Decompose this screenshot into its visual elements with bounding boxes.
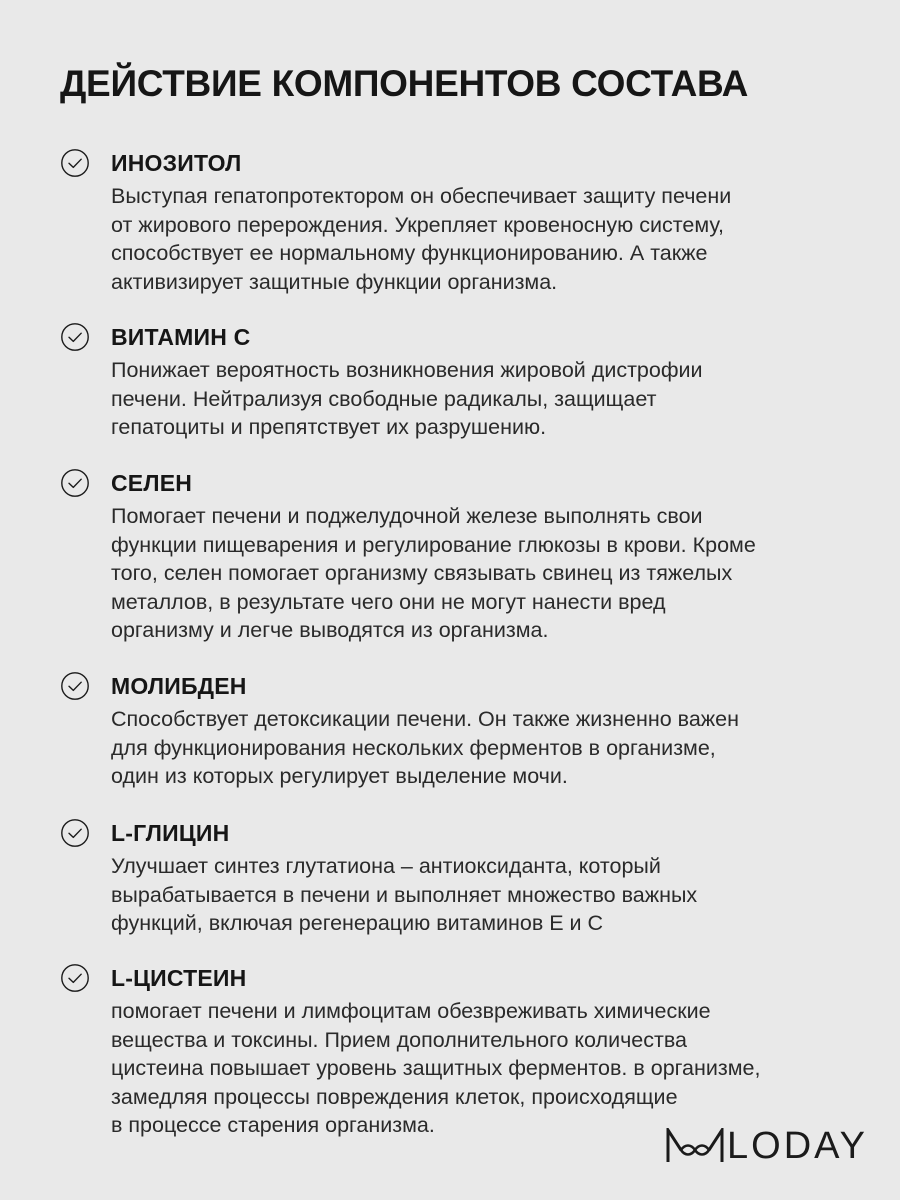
description-line: в процессе старения организма. bbox=[111, 1113, 435, 1137]
description-line: Способствует детоксикации печени. Он также жизненно важен bbox=[111, 707, 740, 731]
description-line: гепатоциты и препятствует их разрушению. bbox=[111, 415, 547, 439]
description-line: функции пищеварения и регулирование глюкозы в крови. Кроме bbox=[111, 532, 756, 557]
check-circle-icon bbox=[60, 148, 90, 178]
description-line: Выступая гепатопротектором он обеспечивает защиту печени bbox=[111, 184, 732, 208]
description-line: Помогает печени и поджелудочной железе выполнять свои bbox=[111, 504, 703, 528]
check-circle-icon bbox=[60, 818, 90, 848]
description-line: способствует ее нормальному функционированию. А также bbox=[111, 241, 708, 265]
brand-logo-text: LODAY bbox=[727, 1125, 869, 1167]
component-description bbox=[111, 997, 871, 1140]
description-line: для функционирования нескольких ферментов в организме, bbox=[111, 735, 716, 760]
component-description bbox=[111, 705, 871, 791]
description-line: активизирует защитные функции организма. bbox=[111, 269, 558, 294]
component-description bbox=[111, 182, 871, 296]
description-line: Улучшает синтез глутатиона – антиоксиданта, который bbox=[111, 854, 661, 878]
moloday-m-mark-icon bbox=[665, 1128, 725, 1164]
description-line: печени. Нейтрализуя свободные радикалы, защищает bbox=[111, 386, 657, 411]
description-line: замедляя процессы повреждения клеток, происходящие bbox=[111, 1084, 678, 1109]
component-heading: L-ГЛИЦИН bbox=[111, 820, 230, 846]
component-heading: ВИТАМИН С bbox=[111, 324, 251, 350]
description-line: металлов, в результате чего они не могут нанести вред bbox=[111, 589, 666, 614]
description-line: вырабатывается в печени и выполняет множество важных bbox=[111, 882, 698, 907]
component-heading: СЕЛЕН bbox=[111, 470, 193, 496]
component-heading: МОЛИБДЕН bbox=[111, 673, 247, 699]
check-circle-icon bbox=[60, 468, 90, 498]
description-line: один из которых регулирует выделение мочи. bbox=[111, 764, 568, 788]
description-line: вещества и токсины. Прием дополнительного количества bbox=[111, 1027, 687, 1052]
check-circle-icon bbox=[60, 322, 90, 352]
description-line: организму и легче выводятся из организма. bbox=[111, 618, 549, 642]
page-title: ДЕЙСТВИЕ КОМПОНЕНТОВ СОСТАВА bbox=[60, 63, 749, 104]
description-line: от жирового перерождения. Укрепляет кровеносную систему, bbox=[111, 212, 724, 237]
component-heading: ИНОЗИТОЛ bbox=[111, 150, 242, 176]
component-description bbox=[111, 356, 871, 442]
component-description bbox=[111, 852, 871, 938]
check-circle-icon bbox=[60, 963, 90, 993]
description-line: цистеина повышает уровень защитных ферментов. в организме, bbox=[111, 1056, 761, 1080]
description-line: того, селен помогает организму связывать свинец из тяжелых bbox=[111, 561, 733, 585]
brand-logo bbox=[665, 1124, 869, 1168]
description-line: помогает печени и лимфоцитам обезвреживать химические bbox=[111, 999, 711, 1023]
description-line: функций, включая регенерацию витаминов Е и С bbox=[111, 911, 604, 935]
component-description bbox=[111, 502, 871, 645]
description-line: Понижает вероятность возникновения жировой дистрофии bbox=[111, 358, 703, 382]
component-heading: L-ЦИСТЕИН bbox=[111, 965, 247, 991]
check-circle-icon bbox=[60, 671, 90, 701]
